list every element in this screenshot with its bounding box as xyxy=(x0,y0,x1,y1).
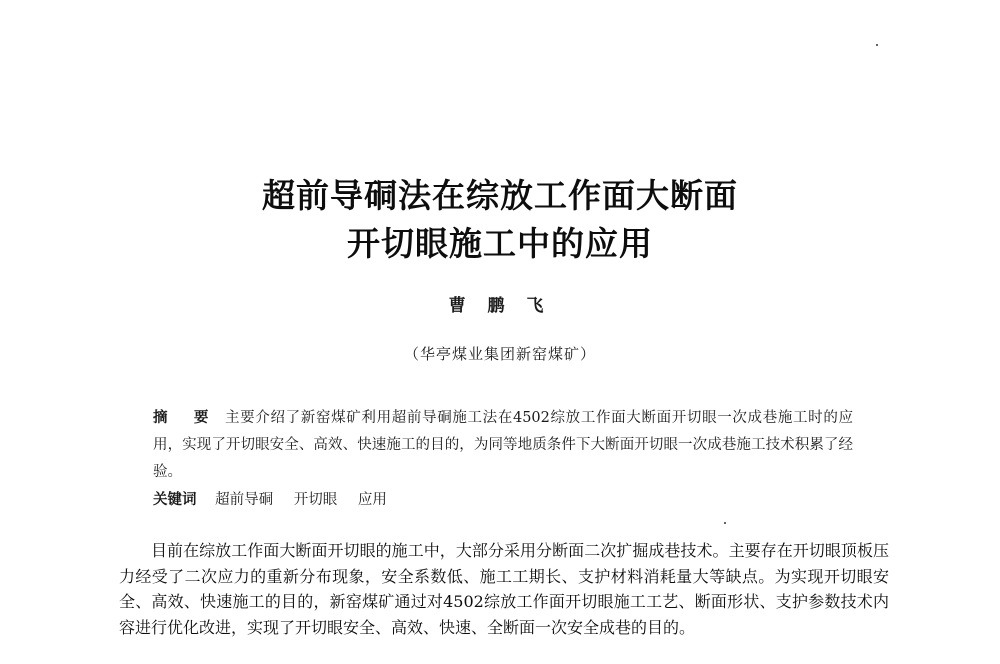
abstract xyxy=(153,405,853,486)
abstract-label: 摘 要 xyxy=(153,410,220,426)
author-name: 曹 鹏 飞 xyxy=(448,296,552,316)
paper-title-line-2: 开切眼施工中的应用 xyxy=(347,224,653,263)
body-paragraph: 目前在综放工作面大断面开切眼的施工中，大部分采用分断面二次扩掘成巷技术。主要存在开切眼顶板压力经受了二次应力的重新分布现象，安全系数低、施工工期长、支护材料消耗量大等缺点。为实现开切眼安全、高效、快速施工的目的，新窑煤矿通过对4502综放工作面开切眼施工工艺、断面形状、支护参数技术内容进行优化改进，实现了开切眼安全、高效、快速、全断面一次安全成巷的目的。 xyxy=(119,541,889,637)
keyword-item: 超前导硐 xyxy=(215,492,274,508)
author-affiliation: （华亭煤业集团新窑煤矿） xyxy=(403,345,596,363)
scan-speck xyxy=(724,522,726,524)
abstract-text: 主要介绍了新窑煤矿利用超前导硐施工法在4502综放工作面大断面开切眼一次成巷施工时的应用，实现了开切眼安全、高效、快速施工的目的，为同等地质条件下大断面开切眼一次成巷施工技术积累了经验。 xyxy=(153,410,853,480)
paper-title-line-1: 超前导硐法在综放工作面大断面 xyxy=(262,176,738,215)
keyword-item: 开切眼 xyxy=(293,492,338,508)
keywords-label: 关键词 xyxy=(153,492,197,508)
keyword-item: 应用 xyxy=(357,492,387,508)
keywords xyxy=(153,487,403,514)
scan-speck xyxy=(876,44,878,46)
